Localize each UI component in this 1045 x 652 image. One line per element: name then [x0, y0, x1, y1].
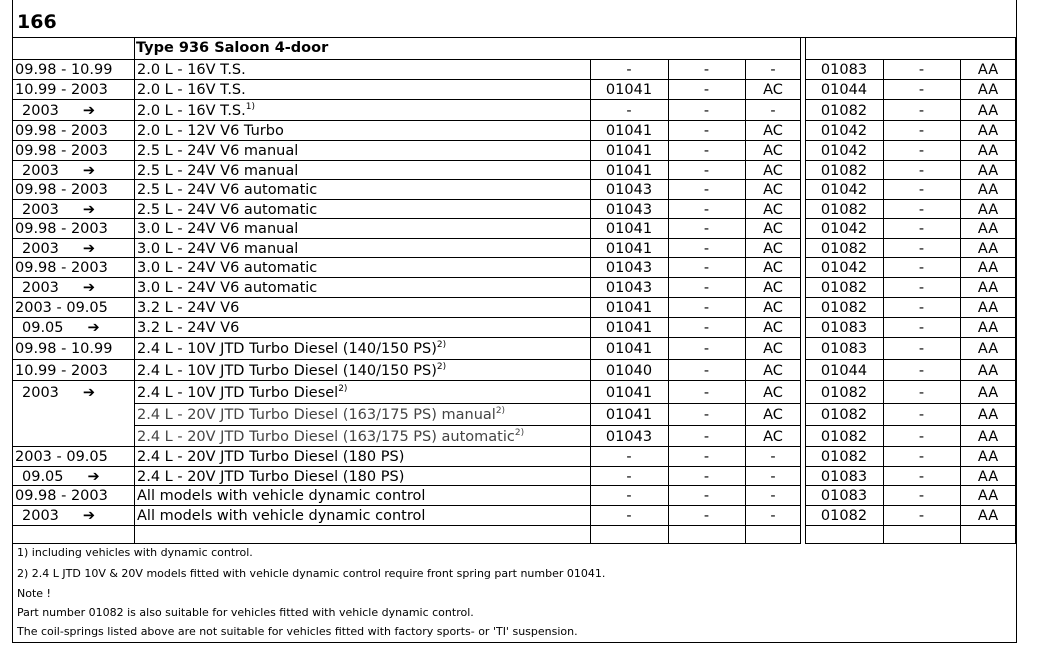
sheet-title-bar	[13, 0, 1016, 38]
row-date-text: 09.05	[22, 469, 64, 485]
row-rule	[12, 238, 801, 239]
part-r2: -	[918, 280, 925, 296]
row-date-text: 09.05	[22, 320, 64, 336]
part-r3: AA	[977, 241, 999, 257]
part-r2: -	[918, 469, 925, 485]
part-c2: -	[703, 449, 710, 465]
row-description-text: 2.4 L - 20V JTD Turbo Diesel (163/175 PS) manual	[137, 407, 496, 423]
row-rule	[12, 525, 801, 526]
row-description-text: 2.5 L - 24V V6 manual	[137, 163, 299, 179]
part-r2: -	[918, 123, 925, 139]
col-rule-date	[134, 37, 135, 544]
row-description	[137, 162, 298, 180]
row-date	[15, 122, 108, 140]
row-description	[137, 299, 239, 317]
row-date	[22, 279, 95, 297]
part-r2: -	[918, 163, 925, 179]
row-description-text: 2.5 L - 24V V6 manual	[137, 143, 299, 159]
footnote-ref: 1)	[245, 102, 255, 112]
row-description-text: 3.2 L - 24V V6	[137, 320, 240, 336]
row-description-text: 2.4 L - 20V JTD Turbo Diesel (163/175 PS) automatic	[137, 429, 515, 445]
part-c3: AC	[763, 280, 783, 296]
row-description-text: 2.0 L - 16V T.S.	[137, 82, 246, 98]
row-description-text: 3.0 L - 24V V6 automatic	[137, 260, 318, 276]
part-r3: AA	[977, 429, 999, 445]
row-description	[137, 81, 246, 99]
part-c2: -	[703, 260, 710, 276]
footnote-line: 1) including vehicles with dynamic control.	[17, 546, 253, 559]
row-description-text: 2.4 L - 20V JTD Turbo Diesel (180 PS)	[137, 449, 405, 465]
row-date-text: 09.98 - 2003	[15, 182, 108, 198]
part-c1: 01043	[605, 280, 653, 296]
row-date	[15, 448, 108, 466]
part-c2: -	[703, 508, 710, 524]
row-rule	[12, 79, 801, 80]
row-date-text: 2003	[22, 280, 59, 296]
part-c1: 01043	[605, 182, 653, 198]
part-c2: -	[703, 300, 710, 316]
part-r1: 01044	[820, 363, 868, 379]
part-c2: -	[703, 103, 710, 119]
row-rule	[134, 425, 801, 426]
row-description	[137, 468, 404, 486]
part-c3: -	[770, 508, 776, 524]
part-c3: AC	[763, 241, 783, 257]
row-rule	[12, 359, 801, 360]
row-date-text: 09.98 - 2003	[15, 260, 108, 276]
part-r1: 01042	[820, 123, 868, 139]
part-c3: AC	[763, 363, 783, 379]
row-description	[137, 448, 404, 466]
part-r1: 01082	[820, 280, 868, 296]
row-rule-right	[805, 140, 1016, 141]
part-c1: 01041	[605, 241, 653, 257]
part-r2: -	[918, 320, 925, 336]
part-c3: -	[770, 62, 776, 78]
row-date	[22, 162, 95, 180]
part-r3: AA	[977, 407, 999, 423]
row-description	[137, 259, 317, 277]
part-c2: -	[703, 469, 710, 485]
row-description	[137, 220, 298, 238]
row-rule	[134, 403, 801, 404]
part-r3: AA	[977, 62, 999, 78]
part-r2: -	[918, 407, 925, 423]
row-date-text: 2003	[22, 385, 59, 401]
row-date-text: 09.98 - 2003	[15, 123, 108, 139]
part-c1: 01041	[605, 407, 653, 423]
row-rule-right	[805, 317, 1016, 318]
part-r1: 01042	[820, 143, 868, 159]
row-rule	[12, 277, 801, 278]
part-r3: AA	[977, 320, 999, 336]
part-c2: -	[703, 241, 710, 257]
part-c3: AC	[763, 320, 783, 336]
part-c1: 01043	[605, 429, 653, 445]
part-c1: -	[626, 449, 632, 465]
row-description-text: 3.0 L - 24V V6 manual	[137, 221, 299, 237]
row-rule-right	[805, 505, 1016, 506]
row-description	[137, 61, 246, 79]
part-r2: -	[918, 202, 925, 218]
row-description	[137, 487, 425, 505]
part-r1: 01083	[820, 320, 868, 336]
row-rule-right	[805, 403, 1016, 404]
part-c2: -	[703, 385, 710, 401]
row-description-text: 2.0 L - 16V T.S.	[137, 103, 246, 119]
row-date	[15, 299, 108, 317]
part-r1: 01083	[820, 341, 868, 357]
part-c3: AC	[763, 429, 783, 445]
part-r3: AA	[977, 469, 999, 485]
part-c2: -	[703, 163, 710, 179]
part-c2: -	[703, 407, 710, 423]
row-date-text: 2003 - 09.05	[15, 300, 108, 316]
part-c1: 01041	[605, 341, 653, 357]
footnote-ref: 2)	[436, 362, 447, 372]
part-r3: AA	[977, 82, 999, 98]
row-date-text: 09.98 - 2003	[15, 221, 108, 237]
part-c1: -	[626, 508, 632, 524]
part-r1: 01044	[820, 82, 868, 98]
arrow-right-icon: ➔	[87, 320, 100, 336]
row-rule-right	[805, 425, 1016, 426]
part-r1: 01082	[820, 449, 868, 465]
row-date-text: 09.98 - 2003	[15, 143, 108, 159]
row-description-text: 2.4 L - 10V JTD Turbo Diesel (140/150 PS)	[137, 363, 437, 379]
arrow-right-icon: ➔	[82, 508, 96, 524]
row-description	[137, 428, 524, 446]
row-rule	[12, 99, 801, 100]
part-r1: 01082	[820, 407, 868, 423]
row-description-text: 2.4 L - 10V JTD Turbo Diesel	[137, 385, 339, 401]
row-description-text: All models with vehicle dynamic control	[137, 508, 426, 524]
part-r3: AA	[977, 300, 999, 316]
part-r2: -	[918, 363, 925, 379]
part-r1: 01082	[820, 103, 868, 119]
part-c3: -	[770, 449, 776, 465]
row-description	[137, 340, 446, 358]
row-rule	[12, 337, 801, 338]
row-date	[15, 81, 108, 99]
part-r2: -	[918, 103, 925, 119]
part-c1: -	[626, 469, 632, 485]
arrow-right-icon: ➔	[82, 163, 96, 179]
row-date	[22, 507, 95, 525]
row-description-text: 2.5 L - 24V V6 automatic	[137, 182, 318, 198]
part-r3: AA	[977, 143, 999, 159]
part-c1: -	[626, 103, 632, 119]
part-c3: AC	[763, 182, 783, 198]
row-rule-right	[805, 160, 1016, 161]
part-r1: 01082	[820, 202, 868, 218]
row-date-text: 09.98 - 2003	[15, 488, 108, 504]
part-c2: -	[703, 143, 710, 159]
row-description	[137, 279, 317, 297]
part-c1: -	[626, 488, 632, 504]
part-r2: -	[918, 82, 925, 98]
row-date	[15, 220, 108, 238]
row-date-text: 09.98 - 10.99	[15, 62, 113, 78]
part-r1: 01083	[820, 488, 868, 504]
part-c1: 01041	[605, 82, 653, 98]
row-date	[22, 240, 95, 258]
row-date	[15, 61, 112, 79]
part-c2: -	[703, 429, 710, 445]
row-description	[137, 102, 255, 120]
row-rule-right	[805, 359, 1016, 360]
arrow-right-icon: ➔	[82, 280, 96, 296]
part-c1: -	[626, 62, 632, 78]
part-r3: AA	[977, 103, 999, 119]
row-rule-right	[805, 277, 1016, 278]
part-c1: 01041	[605, 221, 653, 237]
row-rule-right	[805, 446, 1016, 447]
part-r1: 01082	[820, 385, 868, 401]
part-c3: AC	[763, 300, 783, 316]
row-rule	[12, 446, 801, 447]
part-c1: 01043	[605, 260, 653, 276]
row-date	[22, 201, 95, 219]
row-description	[137, 122, 284, 140]
row-date	[22, 102, 95, 120]
row-date	[22, 468, 100, 486]
part-r3: AA	[977, 488, 999, 504]
footnote-ref: 2)	[495, 406, 506, 416]
row-description	[137, 240, 298, 258]
part-c1: 01043	[605, 202, 653, 218]
arrow-right-icon: ➔	[82, 385, 96, 401]
row-rule	[12, 199, 801, 200]
row-date-text: 2003	[22, 103, 59, 119]
part-r1: 01082	[820, 429, 868, 445]
part-c3: -	[770, 469, 776, 485]
part-r3: AA	[977, 363, 999, 379]
part-r3: AA	[977, 123, 999, 139]
part-c3: AC	[763, 202, 783, 218]
part-c3: AC	[763, 82, 783, 98]
part-r2: -	[918, 62, 925, 78]
row-description	[137, 406, 505, 424]
row-date	[15, 181, 108, 199]
row-rule-right	[805, 337, 1016, 338]
part-c3: AC	[763, 163, 783, 179]
row-description	[137, 319, 239, 337]
part-r2: -	[918, 449, 925, 465]
part-r2: -	[918, 429, 925, 445]
row-description-text: 3.2 L - 24V V6	[137, 300, 240, 316]
row-description-text: All models with vehicle dynamic control	[137, 488, 426, 504]
footnote-ref: 2)	[338, 384, 348, 394]
part-c3: AC	[763, 407, 783, 423]
row-rule	[12, 120, 801, 121]
header-rule-right	[805, 59, 1016, 60]
part-r2: -	[918, 260, 925, 276]
part-c2: -	[703, 62, 710, 78]
part-r1: 01082	[820, 508, 868, 524]
row-rule-right	[805, 380, 1016, 381]
row-description-text: 3.0 L - 24V V6 automatic	[137, 280, 318, 296]
row-description	[137, 384, 347, 402]
part-r2: -	[918, 241, 925, 257]
arrow-right-icon: ➔	[82, 241, 96, 257]
part-r1: 01042	[820, 182, 868, 198]
row-description	[137, 362, 446, 380]
part-c3: AC	[763, 260, 783, 276]
row-rule-right	[805, 79, 1016, 80]
row-rule	[12, 140, 801, 141]
part-r2: -	[918, 143, 925, 159]
row-rule-right	[805, 297, 1016, 298]
part-c2: -	[703, 202, 710, 218]
part-c2: -	[703, 341, 710, 357]
part-r3: AA	[977, 221, 999, 237]
part-c1: 01040	[605, 363, 653, 379]
part-r3: AA	[977, 449, 999, 465]
row-date-text: 2003	[22, 202, 59, 218]
type-header: Type 936 Saloon 4-door	[136, 40, 329, 56]
part-c3: AC	[763, 385, 783, 401]
part-c2: -	[703, 488, 710, 504]
part-r3: AA	[977, 385, 999, 401]
part-r3: AA	[977, 260, 999, 276]
row-rule-right	[805, 466, 1016, 467]
part-r1: 01082	[820, 163, 868, 179]
part-c1: 01041	[605, 163, 653, 179]
part-c2: -	[703, 82, 710, 98]
part-r2: -	[918, 385, 925, 401]
row-date	[22, 319, 100, 337]
row-date-text: 2003 - 09.05	[15, 449, 108, 465]
part-c3: AC	[763, 123, 783, 139]
row-description-text: 2.5 L - 24V V6 automatic	[137, 202, 318, 218]
part-r1: 01042	[820, 260, 868, 276]
part-r2: -	[918, 221, 925, 237]
footnote-line: The coil-springs listed above are not suitable for vehicles fitted with factory sports- or 'TI' suspension.	[17, 625, 578, 638]
part-c2: -	[703, 280, 710, 296]
part-c1: 01041	[605, 123, 653, 139]
part-r3: AA	[977, 508, 999, 524]
part-r2: -	[918, 182, 925, 198]
row-date-text: 2003	[22, 241, 59, 257]
part-c2: -	[703, 123, 710, 139]
part-c3: -	[770, 103, 776, 119]
row-description	[137, 142, 298, 160]
row-date	[15, 487, 108, 505]
row-rule	[12, 160, 801, 161]
part-c3: AC	[763, 143, 783, 159]
row-date	[22, 384, 95, 402]
part-r1: 01083	[820, 469, 868, 485]
row-rule	[12, 380, 801, 381]
row-date-text: 2003	[22, 508, 59, 524]
row-rule-right	[805, 120, 1016, 121]
row-description	[137, 181, 317, 199]
part-r1: 01042	[820, 221, 868, 237]
model-title: 166	[17, 11, 57, 33]
row-date	[15, 259, 108, 277]
row-description-text: 2.4 L - 20V JTD Turbo Diesel (180 PS)	[137, 469, 405, 485]
footnote-ref: 2)	[514, 428, 525, 438]
row-rule	[12, 505, 801, 506]
part-c1: 01041	[605, 320, 653, 336]
row-date-text: 10.99 - 2003	[15, 82, 108, 98]
row-description-text: 2.0 L - 16V T.S.	[137, 62, 246, 78]
row-date-text: 10.99 - 2003	[15, 363, 108, 379]
part-c2: -	[703, 182, 710, 198]
header-rule-left	[12, 59, 801, 60]
row-rule	[12, 466, 801, 467]
part-r2: -	[918, 508, 925, 524]
footnote-ref: 2)	[436, 340, 447, 350]
part-r3: AA	[977, 202, 999, 218]
row-description	[137, 201, 317, 219]
part-c2: -	[703, 320, 710, 336]
row-rule	[12, 317, 801, 318]
row-description-text: 3.0 L - 24V V6 manual	[137, 241, 299, 257]
part-c1: 01041	[605, 143, 653, 159]
row-date-text: 09.98 - 10.99	[15, 341, 113, 357]
arrow-right-icon: ➔	[87, 469, 100, 485]
part-r1: 01083	[820, 62, 868, 78]
row-date-text: 2003	[22, 163, 59, 179]
part-c3: -	[770, 488, 776, 504]
arrow-right-icon: ➔	[82, 202, 96, 218]
footnote-line: Part number 01082 is also suitable for vehicles fitted with vehicle dynamic control.	[17, 606, 474, 619]
footnote-line: 2) 2.4 L JTD 10V & 20V models fitted with vehicle dynamic control require front spring part number 01041.	[17, 567, 606, 580]
footnote-line: Note !	[17, 587, 51, 600]
part-c2: -	[703, 221, 710, 237]
part-r3: AA	[977, 341, 999, 357]
row-rule-right	[805, 525, 1016, 526]
row-description-text: 2.0 L - 12V V6 Turbo	[137, 123, 284, 139]
part-c1: 01041	[605, 300, 653, 316]
row-description-text: 2.4 L - 10V JTD Turbo Diesel (140/150 PS)	[137, 341, 437, 357]
part-c1: 01041	[605, 385, 653, 401]
part-r3: AA	[977, 280, 999, 296]
part-c2: -	[703, 363, 710, 379]
part-r2: -	[918, 488, 925, 504]
part-r1: 01082	[820, 241, 868, 257]
row-date	[15, 142, 108, 160]
part-r3: AA	[977, 182, 999, 198]
row-rule-right	[805, 99, 1016, 100]
part-c3: AC	[763, 221, 783, 237]
part-r2: -	[918, 300, 925, 316]
part-r3: AA	[977, 163, 999, 179]
row-rule-right	[805, 199, 1016, 200]
arrow-right-icon: ➔	[82, 103, 96, 119]
part-r2: -	[918, 341, 925, 357]
row-date	[15, 362, 108, 380]
part-c3: AC	[763, 341, 783, 357]
row-rule	[12, 297, 801, 298]
row-description	[137, 507, 425, 525]
row-date	[15, 340, 112, 358]
row-rule-right	[805, 238, 1016, 239]
part-r1: 01082	[820, 300, 868, 316]
